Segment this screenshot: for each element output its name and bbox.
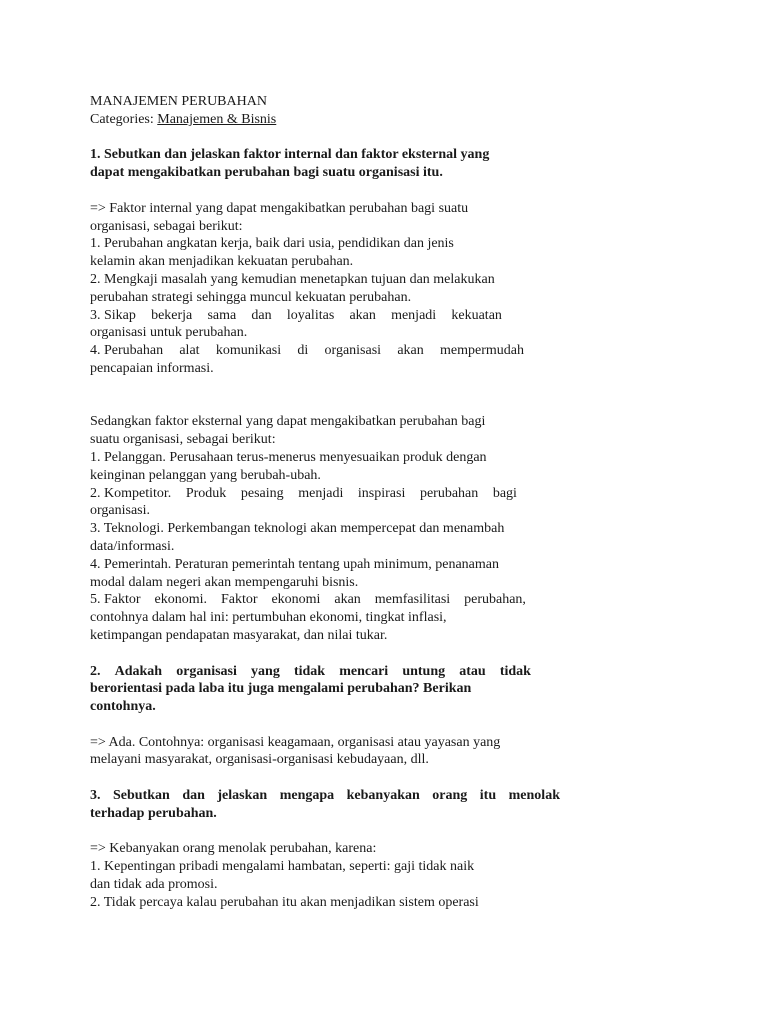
internal-item-4b: pencapaian informasi. xyxy=(90,360,214,376)
answer-3-intro: => Kebanyakan orang menolak perubahan, karena: xyxy=(90,841,377,857)
word: bagi xyxy=(492,485,517,501)
word: jelaskan xyxy=(217,788,268,804)
answer-3-reason-1b: dan tidak ada promosi. xyxy=(90,877,218,893)
external-item-2b: organisasi. xyxy=(90,503,151,519)
word: mencari xyxy=(339,663,389,679)
external-item-4a: 4. Pemerintah. Peraturan pemerintah tentang upah minimum, penanaman xyxy=(90,556,499,572)
word: Sebutkan xyxy=(113,788,170,804)
spacer xyxy=(90,182,540,200)
word: tidak xyxy=(499,663,531,679)
word: pesaing xyxy=(240,485,284,501)
answer-2-line-2: melayani masyarakat, organisasi-organisasi kebudayaan, dll. xyxy=(90,752,429,768)
word: Produk xyxy=(185,485,227,501)
internal-item-2b: perubahan strategi sehingga muncul kekuatan perubahan. xyxy=(90,289,412,305)
question-1-line-1: 1. Sebutkan dan jelaskan faktor internal dan faktor eksternal yang xyxy=(90,147,490,163)
word: 5. Faktor xyxy=(90,592,141,608)
word: yang xyxy=(251,663,280,679)
word: perubahan xyxy=(419,485,479,501)
word: orang xyxy=(432,788,468,804)
word: menjadi xyxy=(391,307,437,323)
spacer xyxy=(90,129,540,147)
external-item-1b: keinginan pelanggan yang berubah-ubah. xyxy=(90,467,321,483)
word: akan xyxy=(349,307,376,323)
internal-item-3b: organisasi untuk perubahan. xyxy=(90,325,248,341)
word: dan xyxy=(182,788,205,804)
word: menjadi xyxy=(298,485,344,501)
internal-item-4a xyxy=(90,342,524,360)
internal-item-1a: 1. Perubahan angkatan kerja, baik dari usia, pendidikan dan jenis xyxy=(90,236,454,252)
word: organisasi xyxy=(324,343,382,359)
word: Faktor xyxy=(220,592,258,608)
spacer xyxy=(90,823,540,841)
word: mengapa xyxy=(279,788,335,804)
word: ekonomi. xyxy=(154,592,207,608)
word: 3. Sikap xyxy=(90,307,136,323)
word: 3. xyxy=(90,788,101,804)
answer-3-reason-1a: 1. Kepentingan pribadi mengalami hambatan, seperti: gaji tidak naik xyxy=(90,859,475,875)
word: Adakah xyxy=(114,663,163,679)
word: organisasi xyxy=(176,663,237,679)
word: mempermudah xyxy=(440,343,524,359)
spacer xyxy=(90,645,540,663)
external-item-5c: ketimpangan pendapatan masyarakat, dan nilai tukar. xyxy=(90,627,388,643)
spacer xyxy=(90,769,540,787)
question-3-line-2: terhadap perubahan. xyxy=(90,805,217,821)
word: menolak xyxy=(508,788,560,804)
word: loyalitas xyxy=(286,307,335,323)
word: perubahan, xyxy=(464,592,526,608)
word: dan xyxy=(251,307,272,323)
word: komunikasi xyxy=(215,343,282,359)
word: kebanyakan xyxy=(346,788,420,804)
answer-3-reason-2a: 2. Tidak percaya kalau perubahan itu akan menjadikan sistem operasi xyxy=(90,894,479,910)
word: 2. Kompetitor. xyxy=(90,485,172,501)
word: akan xyxy=(334,592,361,608)
external-item-3b: data/informasi. xyxy=(90,538,175,554)
word: memfasilitasi xyxy=(374,592,451,608)
word: alat xyxy=(179,343,200,359)
external-intro-2: suatu organisasi, sebagai berikut: xyxy=(90,432,276,448)
document-page xyxy=(90,93,560,912)
internal-item-1b: kelamin akan menjadikan kekuatan perubahan. xyxy=(90,254,354,270)
word: inspirasi xyxy=(357,485,406,501)
internal-item-3a xyxy=(90,307,502,325)
word: akan xyxy=(397,343,424,359)
external-item-1a: 1. Pelanggan. Perusahaan terus-menerus menyesuaikan produk dengan xyxy=(90,449,487,465)
category-link[interactable]: Manajemen & Bisnis xyxy=(157,111,277,127)
external-item-5b: contohnya dalam hal ini: pertumbuhan ekonomi, tingkat inflasi, xyxy=(90,610,447,626)
answer-2-line-1: => Ada. Contohnya: organisasi keagamaan, organisasi atau yayasan yang xyxy=(90,734,501,750)
word: itu xyxy=(479,788,497,804)
internal-intro-1: => Faktor internal yang dapat mengakibatkan perubahan bagi suatu xyxy=(90,200,469,216)
categories-label: Categories: xyxy=(90,111,158,127)
word: kekuatan xyxy=(451,307,502,323)
word: untung xyxy=(402,663,446,679)
external-item-4b: modal dalam negeri akan mempengaruhi bisnis. xyxy=(90,574,359,590)
question-2-line-1 xyxy=(90,663,531,681)
internal-intro-2: organisasi, sebagai berikut: xyxy=(90,218,243,234)
question-2-line-2: berorientasi pada laba itu juga mengalami perubahan? Berikan xyxy=(90,681,472,697)
word: di xyxy=(297,343,309,359)
word: 4. Perubahan xyxy=(90,343,164,359)
external-item-5a xyxy=(90,591,526,609)
word: 2. xyxy=(90,663,101,679)
word: tidak xyxy=(293,663,326,679)
word: bekerja xyxy=(151,307,193,323)
external-item-2a xyxy=(90,485,517,503)
question-3-line-1 xyxy=(90,787,560,805)
spacer xyxy=(90,716,540,734)
question-2-line-3: contohnya. xyxy=(90,699,156,715)
word: atau xyxy=(459,663,486,679)
external-intro-1: Sedangkan faktor eksternal yang dapat mengakibatkan perubahan bagi xyxy=(90,414,486,430)
document-title: MANAJEMEN PERUBAHAN xyxy=(90,94,267,109)
spacer xyxy=(90,378,540,414)
word: sama xyxy=(207,307,237,323)
internal-item-2a: 2. Mengkaji masalah yang kemudian menetapkan tujuan dan melakukan xyxy=(90,271,495,287)
external-item-3a: 3. Teknologi. Perkembangan teknologi akan mempercepat dan menambah xyxy=(90,521,505,537)
question-1-line-2: dapat mengakibatkan perubahan bagi suatu organisasi itu. xyxy=(90,165,443,181)
categories-line xyxy=(90,111,540,129)
word: ekonomi xyxy=(271,592,321,608)
